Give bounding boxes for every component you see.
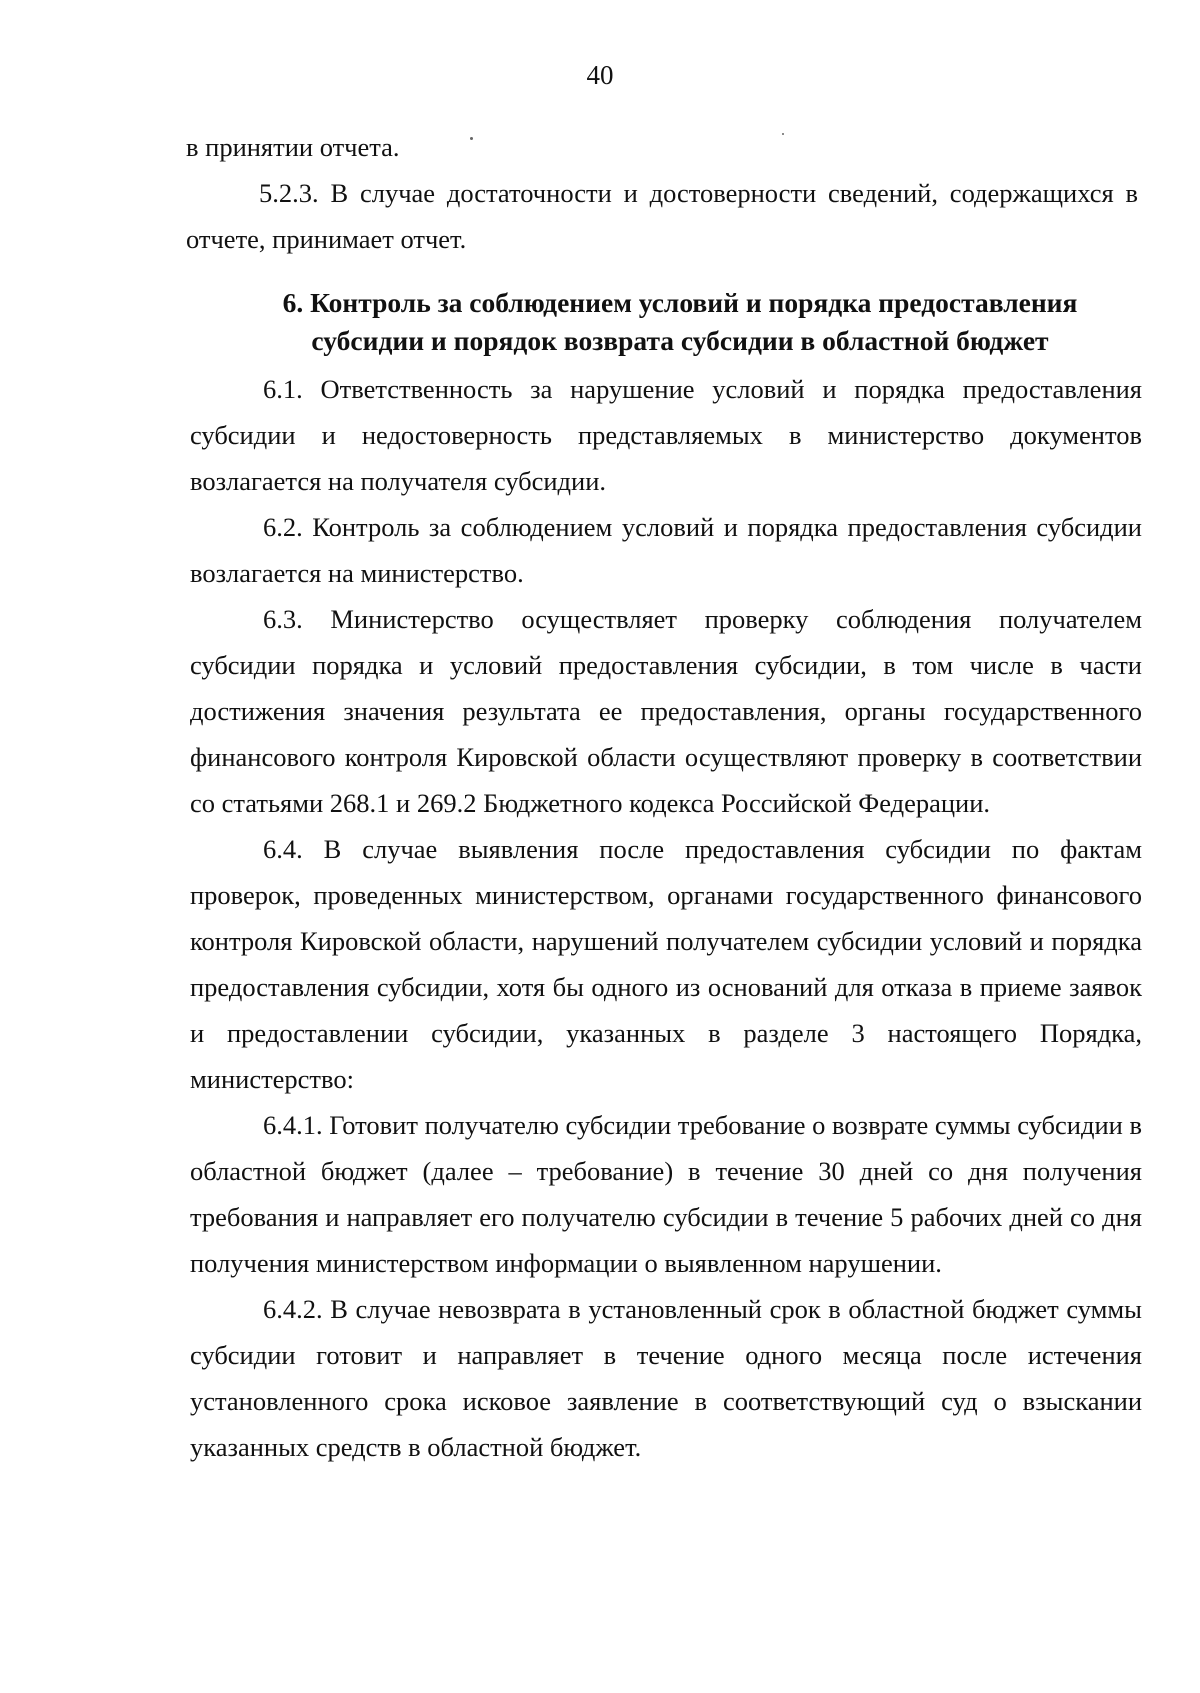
section-title-line2: субсидии и порядок возврата субсидии в областной бюджет bbox=[311, 325, 1049, 356]
clause-6-1: 6.1. Ответственность за нарушение условий и порядка предоставления субсидии и недостоверность представляемых в министерство документов возлагается на получателя субсидии. bbox=[190, 374, 1142, 496]
clause-6-4-2: 6.4.2. В случае невозврата в установленный срок в областной бюджет суммы субсидии готовит и направляет в течение одного месяца после истечения установленного срока исковое заявление в соответствующий суд о взыскании указанных средств в областной бюджет. bbox=[190, 1294, 1142, 1462]
clause-6-3: 6.3. Министерство осуществляет проверку соблюдения получателем субсидии порядка и условий предоставления субсидии, в том числе в части достижения значения результата ее предоставления, органы государственного финансового контроля Кировской области осуществляют проверку в соответствии со статьями 268.1 и 269.2 Бюджетного кодекса Российской Федерации. bbox=[190, 604, 1142, 818]
section-title-line1: Контроль за соблюдением условий и порядка предоставления bbox=[310, 287, 1078, 318]
paragraph-continuation: в принятии отчета. bbox=[186, 132, 400, 162]
page-number: 40 bbox=[586, 60, 614, 90]
clause-6-4: 6.4. В случае выявления после предоставления субсидии по фактам проверок, проведенных министерством, органами государственного финансового контроля Кировской области, нарушений получателем субсидии условий и порядка предоставления субсидии, хотя бы одного из оснований для отказа в приеме заявок и предоставлении субсидии, указанных в разделе 3 настоящего Порядка, министерство: bbox=[190, 834, 1142, 1094]
section-heading bbox=[220, 284, 1140, 360]
section-number: 6. bbox=[282, 287, 304, 318]
top-text bbox=[186, 124, 1138, 262]
paragraph-5-2-3: 5.2.3. В случае достаточности и достоверности сведений, содержащихся в отчете, принимает отчет. bbox=[186, 178, 1138, 254]
clauses-block bbox=[190, 366, 1142, 1470]
scan-speck bbox=[782, 133, 784, 135]
section-heading-line1 bbox=[220, 284, 1140, 322]
clause-6-4-1: 6.4.1. Готовит получателю субсидии требование о возврате суммы субсидии в областной бюджет (далее – требование) в течение 30 дней со дня получения требования и направляет его получателю субсидии в течение 5 рабочих дней со дня получения министерством информации о выявленном нарушении. bbox=[190, 1110, 1142, 1278]
scan-speck bbox=[470, 137, 473, 140]
clause-6-2: 6.2. Контроль за соблюдением условий и порядка предоставления субсидии возлагается на министерство. bbox=[190, 512, 1142, 588]
